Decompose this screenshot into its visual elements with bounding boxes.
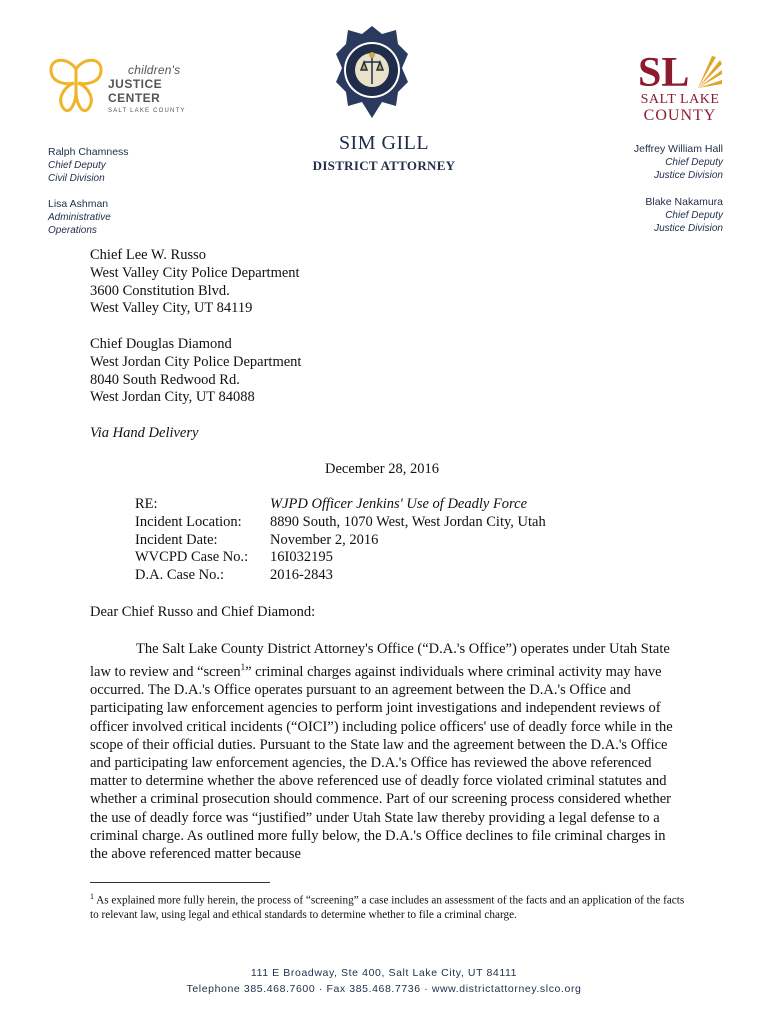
re-key: WVCPD Case No.: [135,549,249,566]
recipient-address-1 [90,247,300,318]
childrens-justice-center-logo [46,55,206,115]
slco-line2: COUNTY [643,107,717,124]
staff-division: Justice Division [654,223,723,234]
re-value: 8890 South, 1070 West, West Jordan City, Utah [270,513,546,530]
staff-name: Blake Nakamura [645,196,723,208]
staff-right-2 [523,196,723,235]
staff-role: Administrative [48,212,111,223]
staff-division: Operations [48,225,97,236]
re-value: WJPD Officer Jenkins' Use of Deadly Force [270,496,528,512]
address-line: West Valley City, UT 84119 [90,300,253,317]
slco-line1: SALT LAKE [640,92,720,107]
body-text-part2: ” criminal charges against individuals where criminal activity may have occurred. The D.A.'s Office operates pursuant to an agreement between the D.A.'s Office and participating law enforcement agencies to perform joint investigations and independent reviews of officer involved critical incidents (“OICI”) including police officers' use of deadly force while in the scope of their official duties. Pursuant to the State law and the agreement between the D.A.'s Office and participating law enforcement agencies, the D.A.'s Office has reviewed the above referenced matter to determine whether the above referenced use of deadly force violated criminal statutes and whether a criminal prosecution should commence. Part of our screening process considered whether the use of deadly force was “justified” under Utah State law thereby providing a legal defense to a criminal charge. As outlined more fully below, the D.A.'s Office declines to file criminal charges in the above referenced matter because [90,664,673,863]
staff-name: Lisa Ashman [48,198,109,210]
recipient-address-2 [90,336,301,407]
cjc-line1: children's [128,63,181,77]
address-line: West Valley City Police Department [90,264,300,281]
footnote-divider [90,882,270,883]
footnote [90,890,690,923]
slco-mark: SL [638,52,690,92]
address-line: 8040 South Redwood Rd. [90,371,240,388]
re-value: 2016-2843 [270,567,333,584]
body-paragraph [90,640,684,863]
staff-division: Justice Division [654,170,723,181]
staff-right-1 [523,143,723,182]
cjc-line2: JUSTICE CENTER [108,76,163,105]
re-key: D.A. Case No.: [135,567,225,584]
footnote-mark: 1 [90,892,94,901]
re-row [135,532,546,550]
address-line: West Jordan City Police Department [90,353,302,370]
slco-mark-icon [636,52,724,92]
delivery-method: Via Hand Delivery [90,425,199,441]
re-key: Incident Location: [135,513,242,530]
staff-role: Chief Deputy [665,157,723,168]
address-line: 3600 Constitution Blvd. [90,282,230,299]
footer-address: 111 E Broadway, Ste 400, Salt Lake City, UT 84111 [250,967,518,979]
staff-role: Chief Deputy [48,160,106,171]
re-row [135,514,546,532]
salutation: Dear Chief Russo and Chief Diamond: [90,604,316,620]
address-line: Chief Lee W. Russo [90,247,206,263]
footnote-text: As explained more fully herein, the process of “screening” a case includes an assessment of the facts and an application of the facts to relevant law, using legal and ethical standards to determine whether to file a criminal charge. [90,894,685,922]
da-name: SIM GILL [338,132,430,154]
re-value: November 2, 2016 [270,531,379,548]
seal-icon [334,24,410,120]
staff-division: Civil Division [48,173,105,184]
footer-contact: Telephone 385.468.7600 · Fax 385.468.7736 · www.districtattorney.slco.org [186,983,582,995]
address-line: West Jordan City, UT 84088 [90,389,255,406]
letter-date: December 28, 2016 [325,461,439,477]
staff-left-1 [48,146,208,185]
re-row [135,567,546,585]
staff-name: Jeffrey William Hall [633,143,723,155]
re-block [135,496,546,585]
re-key: RE: [135,496,158,512]
staff-role: Chief Deputy [665,210,723,221]
re-row [135,496,546,514]
cjc-line3: SALT LAKE COUNTY [108,108,186,115]
staff-name: Ralph Chamness [48,146,129,158]
district-attorney-seal [334,24,410,120]
re-row [135,549,546,567]
address-line: Chief Douglas Diamond [90,336,232,352]
re-key: Incident Date: [135,531,218,548]
salt-lake-county-logo [636,52,724,124]
da-title: DISTRICT ATTORNEY [312,158,456,173]
body-text-part1: The Salt Lake County District Attorney's Office (“D.A.'s Office”) operates under Utah State law to review and “screen [90,641,670,681]
footnote-reference: 1 [240,662,246,673]
re-value: 16I032195 [270,549,333,566]
staff-left-2 [48,198,208,237]
butterfly-icon [46,55,106,115]
